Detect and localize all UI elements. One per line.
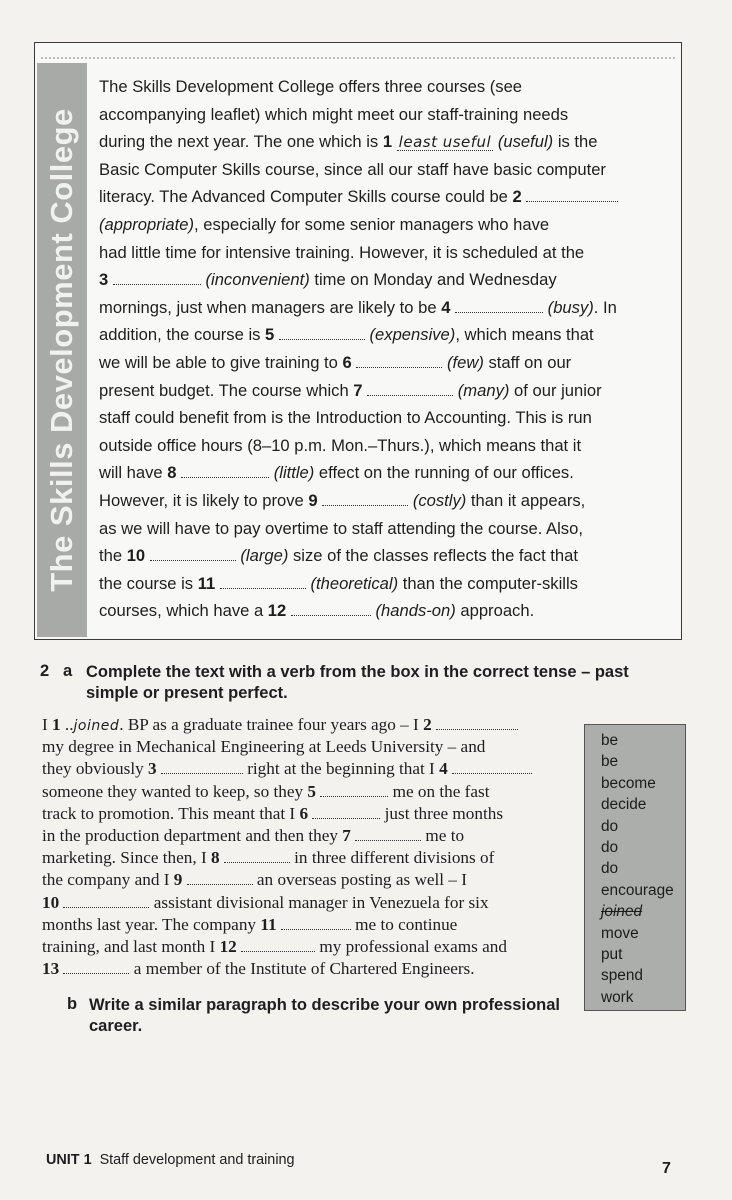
passage-line: we will be able to give training to 6 (few) staff on our bbox=[99, 352, 572, 372]
cue-word: (inconvenient) bbox=[205, 270, 310, 290]
verb-item-crossed-out: joined bbox=[601, 903, 643, 921]
gap-number: 8 bbox=[210, 848, 220, 868]
answer-blank[interactable] bbox=[367, 384, 453, 396]
unit-title: Staff development and training bbox=[99, 1152, 295, 1168]
gap-number: 8 bbox=[167, 463, 177, 483]
gap-fill-passage bbox=[99, 73, 667, 625]
answer-blank[interactable] bbox=[322, 494, 408, 506]
college-sidebar bbox=[37, 63, 87, 637]
sidebar-title: The Skills Development College bbox=[44, 108, 79, 592]
passage-line: staff could benefit from is the Introduction to Accounting. This is run bbox=[99, 408, 592, 428]
career-paragraph bbox=[42, 714, 570, 980]
answer-blank[interactable] bbox=[455, 301, 543, 313]
dotted-divider bbox=[41, 57, 675, 59]
gap-number: 1 bbox=[52, 715, 61, 734]
cue-word: (costly) bbox=[412, 490, 467, 510]
answer-blank[interactable] bbox=[63, 897, 149, 908]
verb-item: be bbox=[601, 732, 619, 749]
gap-number: 6 bbox=[342, 352, 352, 372]
gap-number: 3 bbox=[148, 759, 157, 779]
paragraph-line: someone they wanted to keep, so they 5 me on the fast bbox=[42, 781, 490, 801]
gap-number: 2 bbox=[423, 715, 432, 734]
passage-line: literacy. The Advanced Computer Skills course could be 2 bbox=[99, 183, 667, 211]
answer-blank[interactable] bbox=[279, 328, 365, 340]
paragraph-line: track to promotion. This meant that I 6 just three months bbox=[42, 803, 504, 823]
gap-number: 9 bbox=[173, 870, 183, 890]
answer-blank[interactable] bbox=[312, 808, 380, 819]
verb-item: work bbox=[601, 988, 634, 1006]
answer-blank[interactable] bbox=[224, 852, 290, 863]
paragraph-line: training, and last month I 12 my professional exams and bbox=[42, 937, 507, 957]
passage-line: the 10 (large) size of the classes reflects the fact that bbox=[99, 546, 578, 566]
exercise-number: 2 bbox=[40, 662, 50, 680]
gap-number: 11 bbox=[260, 914, 277, 934]
verb-item: spend bbox=[601, 967, 643, 985]
answer-blank[interactable] bbox=[150, 549, 236, 561]
cue-word: (hands-on) bbox=[375, 601, 456, 621]
gap-number: 5 bbox=[265, 325, 275, 345]
passage-line: present budget. The course which 7 (many) of our junior bbox=[99, 380, 602, 400]
verb-item: be bbox=[601, 753, 619, 771]
passage-line: outside office hours (8–10 p.m. Mon.–Thurs.), which means that it bbox=[99, 435, 582, 455]
answer-blank[interactable] bbox=[220, 577, 306, 589]
gap-number: 5 bbox=[307, 781, 316, 801]
verb-item: encourage bbox=[601, 881, 674, 899]
passage-line: during the next year. The one which is 1 least useful (useful) is the bbox=[99, 132, 598, 152]
verb-item: move bbox=[601, 924, 639, 942]
gap-number: 12 bbox=[267, 601, 287, 621]
cue-word: (useful) bbox=[497, 132, 554, 152]
passage-line: Basic Computer Skills course, since all our staff have basic computer bbox=[99, 159, 606, 179]
answer-blank[interactable] bbox=[161, 763, 243, 774]
passage-line: will have 8 (little) effect on the running of our offices. bbox=[99, 463, 574, 483]
passage-line: the course is 11 (theoretical) than the computer-skills bbox=[99, 573, 578, 593]
answer-blank[interactable] bbox=[291, 604, 371, 616]
passage-line: courses, which have a 12 (hands-on) approach. bbox=[99, 601, 535, 621]
verb-item: do bbox=[601, 860, 619, 878]
gap-number: 2 bbox=[512, 187, 522, 207]
paragraph-line: the company and I 9 an overseas posting as well – I bbox=[42, 870, 467, 890]
gap-number: 10 bbox=[42, 892, 60, 912]
cue-word: (busy) bbox=[547, 297, 594, 317]
answer-blank[interactable] bbox=[241, 941, 315, 952]
passage-line: mornings, just when managers are likely to be 4 (busy). In bbox=[99, 297, 617, 317]
cue-word: (theoretical) bbox=[310, 573, 399, 593]
gap-number: 10 bbox=[126, 546, 146, 566]
gap-number: 13 bbox=[42, 959, 60, 979]
answer-blank[interactable] bbox=[526, 190, 618, 202]
paragraph-line: I 1 ..joined. BP as a graduate trainee four years ago – I 2 bbox=[42, 714, 570, 736]
handwritten-answer: least useful bbox=[398, 133, 492, 152]
page-footer bbox=[46, 1152, 295, 1168]
paragraph-line: marketing. Since then, I 8 in three different divisions of bbox=[42, 848, 495, 868]
answer-blank[interactable] bbox=[355, 830, 421, 841]
paragraph-line: my degree in Mechanical Engineering at Leeds University – and bbox=[42, 737, 486, 757]
gap-number: 11 bbox=[197, 573, 216, 593]
answer-blank[interactable] bbox=[63, 963, 129, 974]
exercise-part-b: b bbox=[67, 995, 78, 1013]
passage-line: 3 (inconvenient) time on Monday and Wednesday bbox=[99, 270, 557, 290]
passage-line: However, it is likely to prove 9 (costly) than it appears, bbox=[99, 490, 586, 510]
paragraph-line: they obviously 3 right at the beginning that I 4 bbox=[42, 758, 570, 780]
answer-blank[interactable] bbox=[452, 763, 532, 774]
cue-word: (little) bbox=[273, 463, 315, 483]
cue-word: (appropriate) bbox=[99, 214, 195, 234]
answer-blank[interactable] bbox=[281, 919, 351, 930]
answer-blank[interactable] bbox=[113, 273, 201, 285]
answer-blank[interactable] bbox=[181, 466, 269, 478]
exercise-part-a: a bbox=[63, 662, 73, 680]
passage-line: accompanying leaflet) which might meet our staff-training needs bbox=[99, 104, 569, 124]
answer-blank[interactable] bbox=[320, 786, 388, 797]
verb-item: put bbox=[601, 946, 623, 964]
exercise-instruction-b: Write a similar paragraph to describe your own professional career. bbox=[89, 996, 560, 1035]
verb-item: do bbox=[601, 839, 619, 857]
page-number: 7 bbox=[662, 1160, 671, 1177]
paragraph-line: months last year. The company 11 me to continue bbox=[42, 914, 458, 934]
gap-number: 12 bbox=[219, 937, 237, 957]
gap-number: 6 bbox=[299, 803, 309, 823]
paragraph-line: in the production department and then they 7 me to bbox=[42, 826, 465, 846]
unit-label: UNIT 1 bbox=[46, 1152, 92, 1168]
passage-line: addition, the course is 5 (expensive), which means that bbox=[99, 325, 594, 345]
verb-item: decide bbox=[601, 796, 647, 814]
cue-word: (few) bbox=[447, 352, 484, 372]
verb-item: become bbox=[601, 774, 656, 792]
paragraph-line: 10 assistant divisional manager in Venezuela for six bbox=[42, 892, 489, 912]
passage-line: The Skills Development College offers three courses (see bbox=[99, 77, 523, 96]
exercise-instruction-a: Complete the text with a verb from the box in the correct tense – past simple or present perfect. bbox=[86, 663, 629, 702]
gap-number: 9 bbox=[308, 490, 318, 510]
passage-line: (appropriate), especially for some senior managers who have bbox=[99, 214, 550, 234]
handwritten-answer: joined bbox=[73, 718, 120, 734]
gap-number: 7 bbox=[353, 380, 363, 400]
gap-number: 4 bbox=[441, 297, 451, 317]
answer-blank[interactable] bbox=[356, 356, 442, 368]
passage-line: had little time for intensive training. However, it is scheduled at the bbox=[99, 242, 585, 262]
answer-blank[interactable] bbox=[187, 874, 253, 885]
answer-blank[interactable] bbox=[436, 719, 518, 730]
gap-number: 4 bbox=[439, 759, 448, 779]
passage-line: as we will have to pay overtime to staff attending the course. Also, bbox=[99, 518, 583, 538]
gap-number: 7 bbox=[342, 826, 351, 846]
gap-number: 3 bbox=[99, 270, 109, 290]
verb-item: do bbox=[601, 817, 619, 835]
cue-word: (large) bbox=[240, 546, 289, 566]
gap-number: 1 bbox=[382, 132, 393, 152]
cue-word: (expensive) bbox=[369, 325, 456, 345]
paragraph-line: 13 a member of the Institute of Chartered Engineers. bbox=[42, 959, 475, 979]
verb-box bbox=[584, 724, 686, 1011]
reading-frame bbox=[34, 42, 682, 640]
cue-word: (many) bbox=[457, 380, 510, 400]
